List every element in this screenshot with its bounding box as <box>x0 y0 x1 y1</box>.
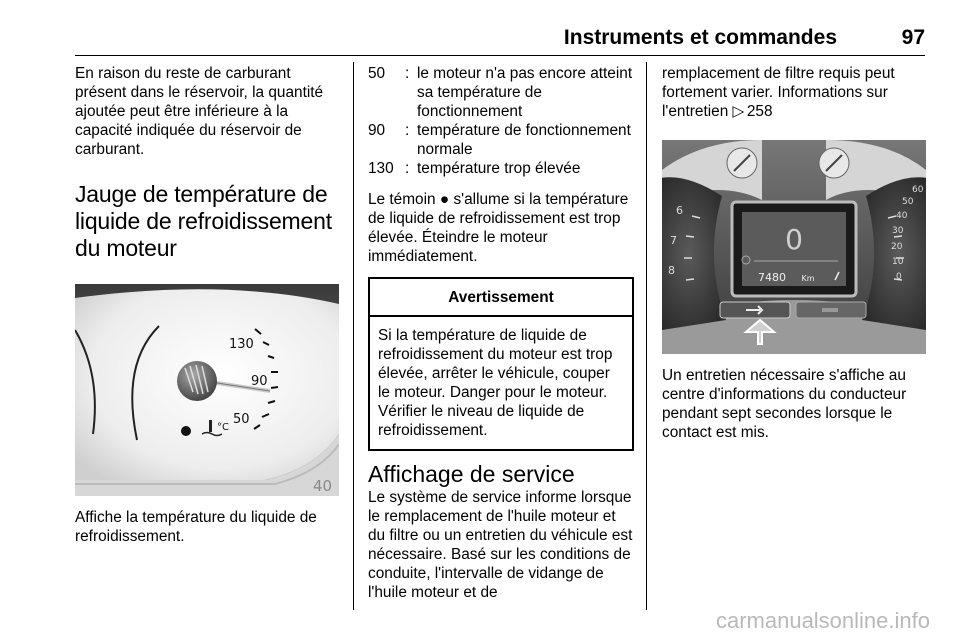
temp-list-item <box>368 159 634 178</box>
odometer-value: 7480 <box>758 271 786 284</box>
column-divider-2 <box>646 62 647 610</box>
coolant-caption: Affiche la température du liquide de refroidissement. <box>75 509 317 545</box>
instrument-cluster-illustration <box>662 140 926 354</box>
warning-title: Avertissement <box>370 279 632 317</box>
temperature-list <box>368 64 634 178</box>
display-value: 0 <box>785 223 803 256</box>
instrument-cluster-figure <box>662 140 926 354</box>
watermark: carmanualsonline.info <box>715 608 930 633</box>
warning-box <box>368 277 634 451</box>
indicator-text-before: Le témoin <box>368 191 436 208</box>
temp-value: 130 <box>368 160 394 177</box>
page-header <box>75 22 925 52</box>
temp-separator: : <box>405 160 410 177</box>
column-right <box>662 64 928 442</box>
temp-list-item <box>368 121 634 159</box>
page-number: 97 <box>901 26 925 49</box>
warning-dot-icon <box>181 426 191 436</box>
gauge-label-low: 50 <box>233 412 250 427</box>
page-reference-icon: ▷ <box>732 103 745 120</box>
coolant-gauge-figure <box>75 284 339 496</box>
right-scale-label: 20 <box>891 242 903 252</box>
temp-value: 90 <box>368 122 386 139</box>
right-scale-label: 30 <box>892 226 904 236</box>
service-continued-paragraph <box>662 64 928 121</box>
fuel-note-paragraph: En raison du reste de carburant présent dans le réservoir, la quantité ajoutée peut être inférieure à la capacité indiquée du réservoir de carburant. <box>75 65 324 158</box>
right-scale-label: 50 <box>902 197 914 207</box>
section-title-coolant: Jauge de température de liquide de refroidissement du moteur <box>75 181 332 261</box>
temp-separator: : <box>405 122 410 139</box>
chapter-title: Instruments et commandes <box>563 26 837 49</box>
section-title-service: Affichage de service <box>368 461 575 487</box>
right-scale-label: 40 <box>896 211 908 221</box>
left-scale-label: 6 <box>676 204 683 217</box>
temp-description: température trop élevée <box>417 160 581 177</box>
header-rule <box>75 55 925 56</box>
column-middle <box>368 64 634 602</box>
column-divider-1 <box>353 62 354 610</box>
right-scale-label: 60 <box>912 185 924 195</box>
odometer-unit: Km <box>801 274 815 283</box>
right-scale-label: 10 <box>892 257 904 267</box>
corner-reading: 40 <box>313 477 333 495</box>
right-scale-label: 0 <box>896 272 902 282</box>
temp-description: température de fonctionnement normale <box>417 122 631 158</box>
temp-list-item <box>368 64 634 121</box>
left-scale-label: 7 <box>670 234 677 247</box>
temp-description: le moteur n'a pas encore atteint sa température de fonctionnement <box>417 65 633 120</box>
gauge-label-mid: 90 <box>251 374 268 389</box>
page-reference-number: 258 <box>746 103 773 120</box>
indicator-text-after: s'allume si la température de liquide de refroidissement est trop élevée. Éteindre le moteur immédiatement. <box>368 191 629 265</box>
gauge-unit: °C <box>217 422 229 433</box>
temp-value: 50 <box>368 65 386 82</box>
warning-body: Si la température de liquide de refroidissement du moteur est trop élevée, arrêter le véhicule, couper le moteur. Danger pour le moteur. Vérifier le niveau de liquide de refroidissement. <box>378 327 613 439</box>
service-caption: Un entretien nécessaire s'affiche au centre d'informations du conducteur pendant sept secondes lorsque le contact est mis. <box>662 367 907 441</box>
service-continued-text: remplacement de filtre requis peut fortement varier. Informations sur l'entretien <box>662 65 895 120</box>
coolant-gauge-illustration <box>75 284 339 496</box>
coolant-thermometer-icon <box>209 420 212 432</box>
left-scale-label: 8 <box>668 264 675 277</box>
indicator-dot-icon: ● <box>439 191 450 208</box>
temp-separator: : <box>405 65 410 82</box>
column-left <box>75 64 343 546</box>
indicator-paragraph <box>368 190 634 266</box>
gauge-label-high: 130 <box>229 337 254 352</box>
service-paragraph: Le système de service informe lorsque le remplacement de l'huile moteur et du filtre ou un entretien du véhicule est nécessaire. Basé sur les conditions de conduite, l'intervalle de vidange de l'huile moteur et de <box>368 489 633 601</box>
